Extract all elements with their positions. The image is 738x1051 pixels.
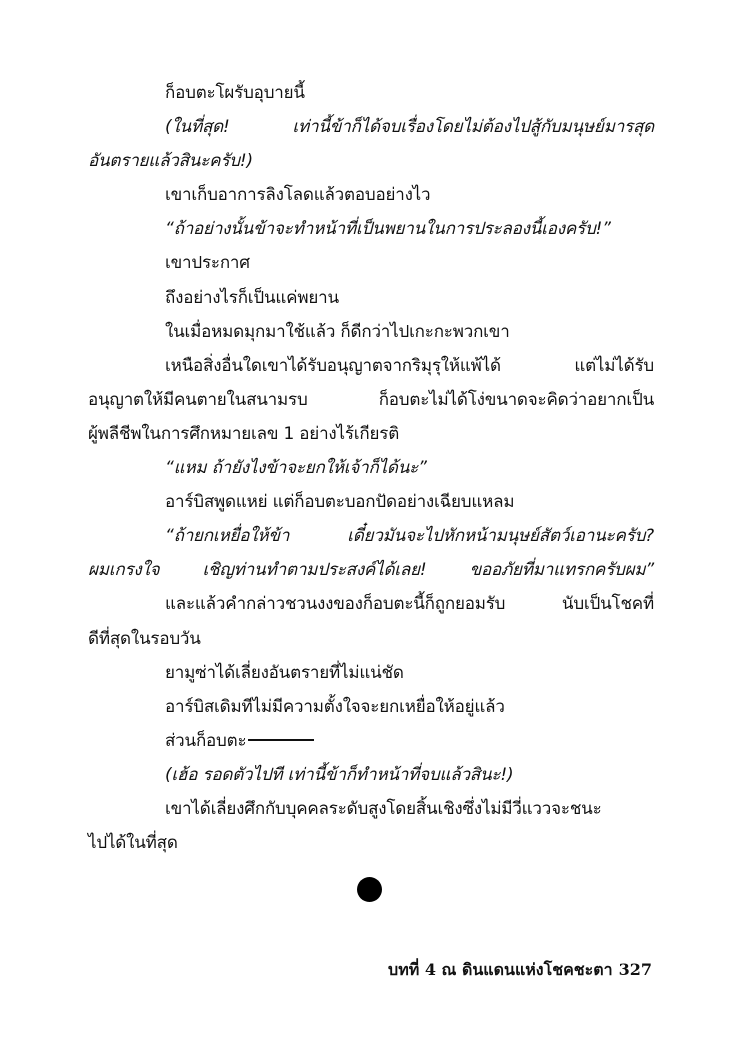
page-footer	[382, 955, 652, 985]
dialogue-line: “แหม ถ้ายังไงข้าจะยกให้เจ้าก็ได้นะ”	[165, 458, 427, 479]
paragraph-line: อาร์บิสเดิมทีไม่มีความตั้งใจจะยกเหยื่อให้อยู่แล้ว	[165, 696, 505, 717]
dialogue-line: “ถ้าอย่างนั้นข้าจะทำหน้าที่เป็นพยานในการประลองนี้เองครับ!”	[165, 219, 611, 240]
dialogue-line: “ถ้ายกเหยื่อให้ข้า เดี๋ยวมันจะไปหักหน้ามนุษย์สัตว์เอานะครับ?	[165, 526, 654, 547]
dialogue-line: ผมเกรงใจ เชิญท่านทำตามประสงค์ได้เลย! ขออภัยที่มาแทรกครับผม”	[88, 560, 654, 581]
paragraph-line: ถึงอย่างไรก็เป็นแค่พยาน	[165, 287, 339, 308]
paragraph-line: เขาได้เลี่ยงศึกกับบุคคลระดับสูงโดยสิ้นเชิงซึ่งไม่มีวี่แววจะชนะ	[165, 798, 602, 819]
paragraph-line: ไปได้ในที่สุด	[88, 833, 178, 854]
paragraph-line: ในเมื่อหมดมุกมาใช้แล้ว ก็ดีกว่าไปเกะกะพวกเขา	[165, 321, 510, 342]
paragraph-line: เขาประกาศ	[165, 253, 250, 274]
paragraph-line: เขาเก็บอาการลิงโลดแล้วตอบอย่างไว	[165, 185, 431, 206]
section-break-dot-icon	[357, 877, 382, 902]
paragraph-line-text: ส่วนก็อบตะ	[165, 730, 247, 751]
thought-line: (เฮ้อ รอดตัวไปที เท่านี้ข้าก็ทำหน้าที่จบแล้วสินะ!)	[165, 764, 514, 785]
thought-line: (ในที่สุด! เท่านี้ข้าก็ได้จบเรื่องโดยไม่ต้องไปสู้กับมนุษย์มารสุด	[165, 117, 654, 138]
paragraph-line	[88, 724, 654, 758]
paragraph-line: และแล้วคำกล่าวชวนงงของก็อบตะนี้ก็ถูกยอมรับ นับเป็นโชคที่	[165, 594, 654, 615]
em-dash-rule	[248, 739, 314, 741]
page-number: 327	[618, 960, 652, 979]
paragraph-line: อาร์บิสพูดแหย่ แต่ก็อบตะบอกปัดอย่างเฉียบแหลม	[165, 492, 515, 513]
paragraph-line: ก็อบตะโผรับอุบายนี้	[165, 83, 305, 103]
paragraph-line: ผู้พลีชีพในการศึกหมายเลข 1 อย่างไร้เกียรติ	[88, 423, 400, 444]
paragraph-line: เหนือสิ่งอื่นใดเขาได้รับอนุญาตจากริมุรุให้แพ้ได้ แต่ไม่ได้รับ	[165, 355, 654, 376]
paragraph-line: ดีที่สุดในรอบวัน	[88, 628, 201, 649]
paragraph-line: ยามูซ่าได้เลี่ยงอันตรายที่ไม่แน่ชัด	[165, 662, 404, 683]
paragraph-line: อนุญาตให้มีคนตายในสนามรบ ก็อบตะไม่ได้โง่ขนาดจะคิดว่าอยากเป็น	[88, 389, 654, 410]
thought-line: อันตรายแล้วสินะครับ!)	[88, 151, 253, 172]
running-footer-chapter: บทที่ 4 ณ ดินแดนแห่งโชคชะตา	[388, 960, 613, 979]
body-text	[88, 76, 654, 860]
